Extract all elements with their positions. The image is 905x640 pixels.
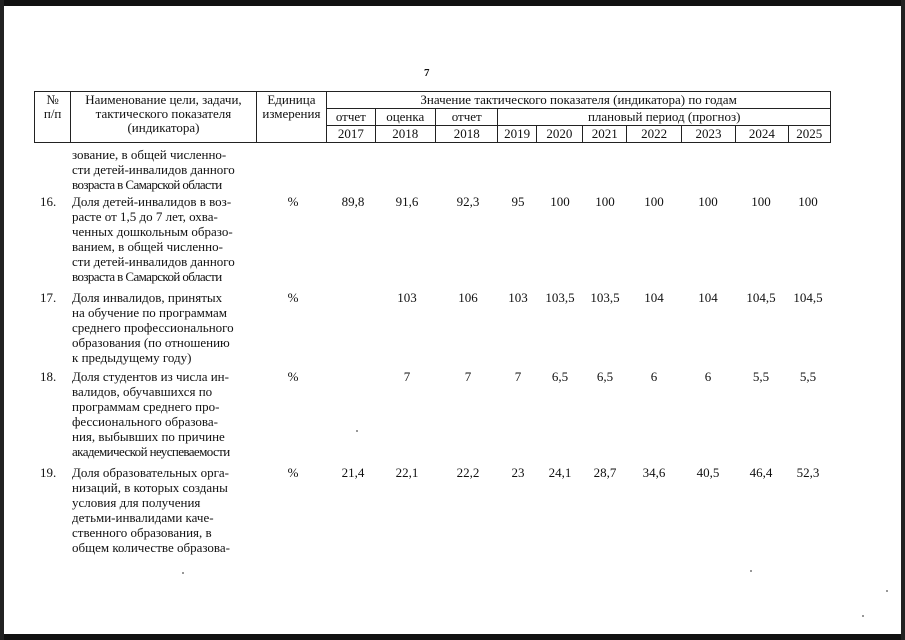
scan-border-top: [0, 0, 905, 6]
value-cell: 34,6: [642, 465, 666, 480]
header-year: 2019: [498, 126, 536, 143]
value-cell: 6,5: [551, 369, 569, 384]
value-cell: 100: [751, 194, 771, 209]
header-year: 2018: [435, 126, 497, 143]
row-number: 18.: [40, 369, 57, 384]
header-report-1: отчет: [327, 109, 375, 126]
value-cell: 5,5: [799, 369, 817, 384]
value-cell: 100: [698, 194, 718, 209]
value-cell: 7: [464, 369, 472, 384]
value-cell: 23: [511, 465, 525, 480]
header-num: № п/п: [35, 92, 71, 143]
value-cell: 28,7: [593, 465, 617, 480]
unit-cell: %: [287, 369, 299, 384]
value-cell: 6: [704, 369, 712, 384]
header-name: Наименование цели, задачи, тактического показателя (индикатора): [71, 92, 256, 143]
value-cell: 103: [508, 290, 528, 305]
header-values-title: Значение тактического показателя (индикатора) по годам: [327, 92, 831, 109]
value-cell: 5,5: [752, 369, 770, 384]
value-cell: 104: [698, 290, 718, 305]
header-unit: Единица измерения: [256, 92, 327, 143]
value-cell: 100: [644, 194, 664, 209]
value-cell: 104,5: [746, 290, 776, 305]
indicator-name: Доля инвалидов, принятых на обучение по программам среднего профессионального образования (по отношению к предыдущему году): [72, 290, 234, 365]
header-year: 2018: [375, 126, 435, 143]
scan-speck: [750, 570, 752, 572]
row-number: 17.: [40, 290, 57, 305]
value-cell: 6,5: [596, 369, 614, 384]
header-year: 2023: [681, 126, 735, 143]
row-number: 19.: [40, 465, 57, 480]
header-year: 2025: [788, 126, 830, 143]
unit-cell: %: [287, 465, 299, 480]
value-cell: 100: [798, 194, 818, 209]
table-header: [34, 91, 831, 143]
value-cell: 6: [650, 369, 658, 384]
value-cell: 21,4: [341, 465, 365, 480]
value-cell: 100: [550, 194, 570, 209]
indicator-name: зование, в общей численно- сти детей-инвалидов данного возраста в Самарской области: [72, 147, 235, 192]
header-report-2: отчет: [435, 109, 497, 126]
value-cell: 40,5: [696, 465, 720, 480]
scan-speck: [356, 430, 358, 432]
header-year: 2024: [736, 126, 788, 143]
unit-cell: %: [287, 290, 299, 305]
header-year: 2017: [327, 126, 375, 143]
value-cell: 89,8: [341, 194, 365, 209]
scan-speck: [886, 590, 888, 592]
scan-border-right: [901, 0, 905, 640]
indicator-name: Доля студентов из числа ин- валидов, обучавшихся по программам среднего про- фессионального образова- ния, выбывших по причине академической неуспеваемости: [72, 369, 230, 459]
value-cell: 22,1: [395, 465, 419, 480]
value-cell: 52,3: [796, 465, 820, 480]
value-cell: 103,5: [545, 290, 575, 305]
indicator-name: Доля образовательных орга- низаций, в которых созданы условия для получения детьми-инвалидами каче- ственного образования, в общем количестве образова-: [72, 465, 230, 555]
value-cell: 100: [595, 194, 615, 209]
header-year: 2020: [536, 126, 582, 143]
row-number: 16.: [40, 194, 57, 209]
value-cell: 46,4: [749, 465, 773, 480]
value-cell: 104: [644, 290, 664, 305]
header-estimate: оценка: [375, 109, 435, 126]
value-cell: 106: [458, 290, 478, 305]
indicator-name: Доля детей-инвалидов в воз- расте от 1,5 до 7 лет, охва- ченных дошкольным образо- ванием, в общей численно- сти детей-инвалидов данного возраста в Самарской области: [72, 194, 235, 284]
header-plan-period: плановый период (прогноз): [498, 109, 831, 126]
value-cell: 7: [514, 369, 522, 384]
value-cell: 103: [397, 290, 417, 305]
value-cell: 7: [403, 369, 411, 384]
header-year: 2022: [627, 126, 681, 143]
header-year: 2021: [583, 126, 627, 143]
value-cell: 22,2: [456, 465, 480, 480]
value-cell: 24,1: [548, 465, 572, 480]
value-cell: 91,6: [395, 194, 419, 209]
unit-cell: %: [287, 194, 299, 209]
value-cell: 104,5: [793, 290, 823, 305]
value-cell: 95: [511, 194, 525, 209]
scan-speck: [182, 572, 184, 574]
page-number: 7: [424, 67, 430, 79]
scan-border-left: [0, 0, 4, 640]
scan-border-bottom: [0, 634, 905, 640]
scan-speck: [862, 615, 864, 617]
value-cell: 92,3: [456, 194, 480, 209]
value-cell: 103,5: [590, 290, 620, 305]
